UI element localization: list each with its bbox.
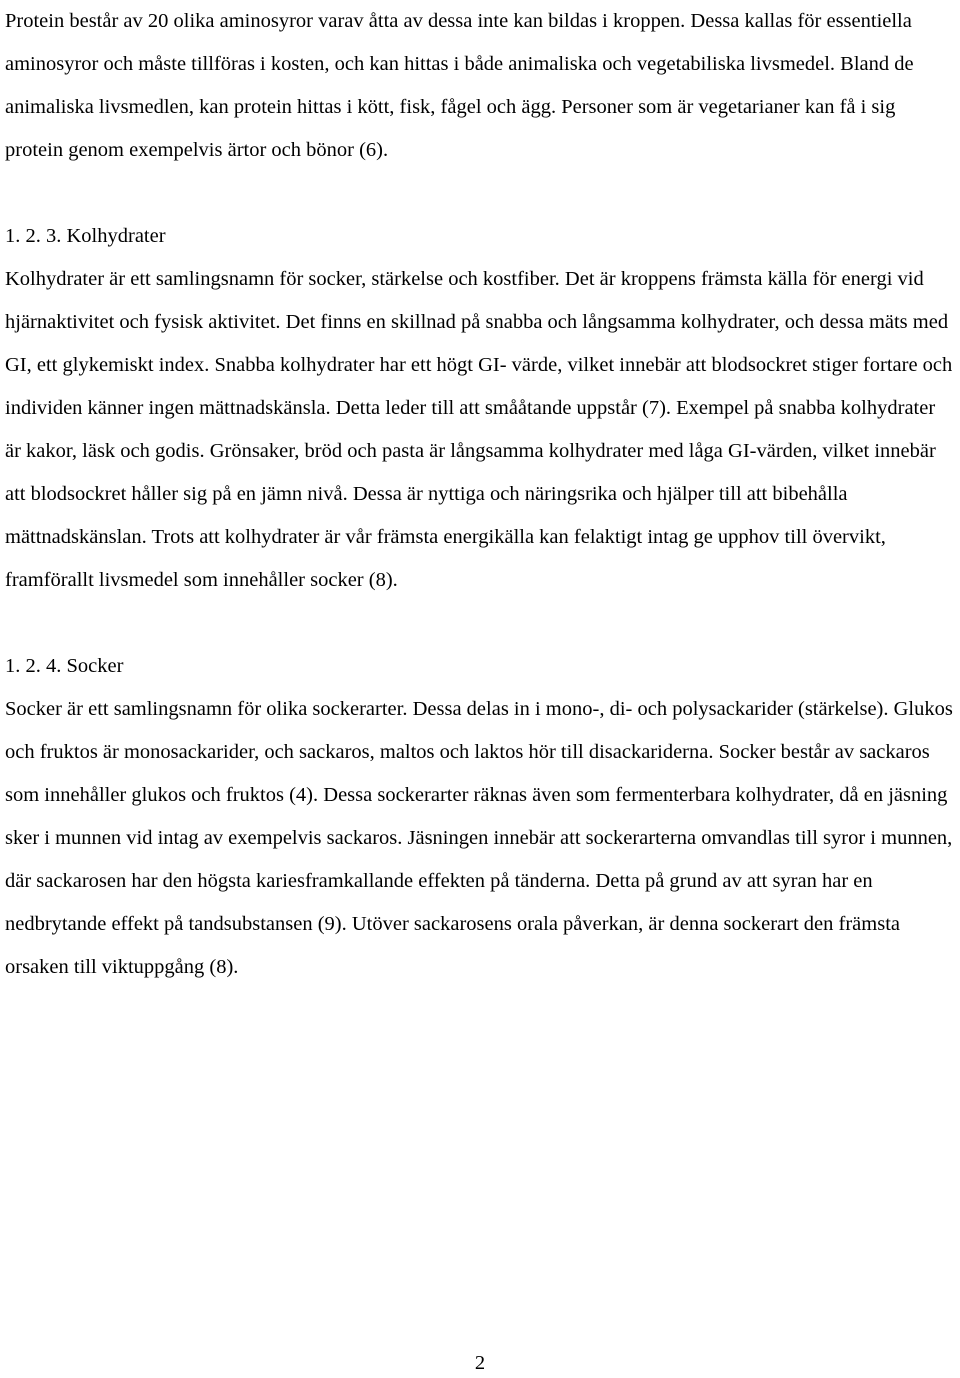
paragraph-spacer: [5, 172, 953, 215]
intro-paragraph: Protein består av 20 olika aminosyror varav åtta av dessa inte kan bildas i kroppen. Dessa kallas för essentiella aminosyror och måste tillföras i kosten, och kan hittas i både animaliska och vegetabiliska livsmedel. Bland de animaliska livsmedlen, kan protein hittas i kött, fisk, fågel och ägg. Personer som är vegetarianer kan få i sig protein genom exempelvis ärtor och bönor (6).: [5, 10, 914, 161]
document-page: [5, 0, 953, 989]
section-heading-kolhydrater: 1. 2. 3. Kolhydrater: [5, 225, 166, 247]
section-body-kolhydrater: Kolhydrater är ett samlingsnamn för socker, stärkelse och kostfiber. Det är kroppens främsta källa för energi vid hjärnaktivitet och fysisk aktivitet. Det finns en skillnad på snabba och långsamma kolhydrater, och dessa mäts med GI, ett glykemiskt index. Snabba kolhydrater har ett högt GI- värde, vilket innebär att blodsockret stiger fortare och individen känner ingen mättnadskänsla. Detta leder till att smååtande uppstår (7). Exempel på snabba kolhydrater är kakor, läsk och godis. Grönsaker, bröd och pasta är långsamma kolhydrater med låga GI-värden, vilket innebär att blodsockret håller sig på en jämn nivå. Dessa är nyttiga och näringsrika och hjälper till att bibehålla mättnadskänslan. Trots att kolhydrater är vår främsta energikälla kan felaktigt intag ge upphov till övervikt, framförallt livsmedel som innehåller socker (8).: [5, 268, 953, 591]
section-heading-socker: 1. 2. 4. Socker: [5, 655, 124, 677]
paragraph-spacer: [5, 602, 953, 645]
section-body-socker: Socker är ett samlingsnamn för olika sockerarter. Dessa delas in i mono-, di- och polysackarider (stärkelse). Glukos och fruktos är monosackarider, och sackaros, maltos och laktos hör till disackariderna. Socker består av sackaros som innehåller glukos och fruktos (4). Dessa sockerarter räknas även som fermenterbara kolhydrater, då en jäsning sker i munnen vid intag av exempelvis sackaros. Jäsningen innebär att sockerarterna omvandlas till syror i munnen, där sackarosen har den högsta kariesframkallande effekten på tänderna. Detta på grund av att syran har en nedbrytande effekt på tandsubstansen (9). Utöver sackarosens orala påverkan, är denna sockerart den främsta orsaken till viktuppgång (8).: [5, 698, 953, 978]
page-number: 2: [474, 1352, 486, 1374]
